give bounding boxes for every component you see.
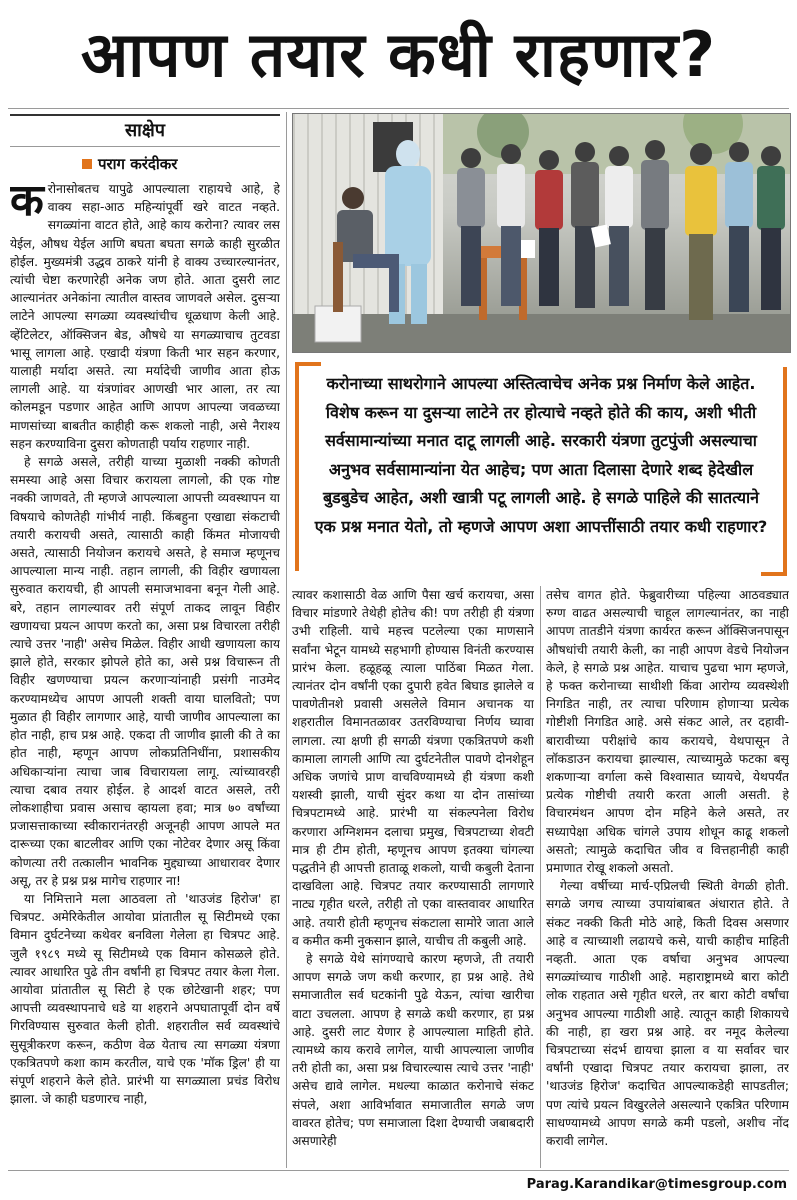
author-name: पराग करंदीकर bbox=[98, 155, 178, 173]
article-column-2 bbox=[292, 586, 534, 1170]
article-paragraph: त्यावर कशासाठी वेळ आणि पैसा खर्च करायचा, असा विचार मांडणारे तेथेही होतेच की! पण तरीही ही यंत्रणा उभी राहिली. याचे महत्त्व पटलेल्या एका माणसाने सर्वांना भेटून यामध्ये सहभागी होण्यास विनंती करण्यास प्रारंभ केला. हळूहळू त्याला पाठिंबा मिळत गेला. त्यानंतर दोन वर्षांनी एका दुपारी हवेत बिघाड झालेले व पावणेतीनशे प्रवासी असलेले विमान अचानक या शहरातील विमानतळावर उतरविण्याचा निर्णय घ्यावा लागला. त्या क्षणी ही सगळी यंत्रणा एकत्रितपणे कशी कामाला लागली आणि त्या दुर्घटनेतील पावणे दोनशेहून अधिक जणांचे प्राण वाचविण्यामध्ये ही यंत्रणा कशी यशस्वी झाली, याची सुंदर कथा या दोन तासांच्या चित्रपटामध्ये आहे. प्रारंभी या संकल्पनेला विरोध करणारा अग्निशमन दलाचा प्रमुख, चित्रपटाच्या शेवटी मात्र ही टीम होती, म्हणूनच आपण इतक्या चांगल्या पद्धतीने ही आपत्ती हाताळू शकलो, याची कबुली देताना दाखविला आहे. चित्रपट तयार करण्यासाठी लागणारे नाट्य गृहीत धरले, तरीही तो एका वास्तवावर आधारित आहे. तयारी होती म्हणूनच संकटाला सामोरे जाता आले व कमीत कमी नुकसान झाले, याचीच ती कबुली आहे. bbox=[292, 588, 534, 948]
column-divider bbox=[540, 586, 541, 1168]
article-column-1 bbox=[10, 180, 280, 1170]
dropcap: क bbox=[10, 180, 44, 226]
top-rule bbox=[8, 108, 789, 109]
article-paragraph: गेल्या वर्षीच्या मार्च-एप्रिलची स्थिती वेगळी होती. सगळे जगच त्याच्या उपायांबाबत अंधारात होते. ते संकट नक्की किती मोठे आहे, किती दिवस असणार आहे व त्याच्याशी लढायचे कसे, याची काहीच माहिती नव्हती. आता एक वर्षाचा अनुभव आपल्या सगळ्यांच्याच गाठीशी आहे. महाराष्ट्रामध्ये बारा कोटी लोक राहतात असे गृहीत धरले, तर बारा कोटी वर्षांचा अनुभव आपल्या गाठीशी आहे. त्यातून काही शिकायचे की नाही, हा खरा प्रश्न आहे. वर नमूद केलेल्या चित्रपटाच्या संदर्भ द्यायचा झाला व या सर्वावर चार वर्षांनी एखादा चित्रपट तयार करायचा झाला, तर 'थाउजंड हिरोज' कदाचित आपल्याकडेही सापडतील; पण त्यांचे प्रयत्न विखुरलेले असल्याने एकत्रित परिणाम साधण्यामध्ये आपण सगळे कमी पडलो, अशीच नोंद करावी लागेल. bbox=[546, 879, 789, 1149]
bottom-rule bbox=[8, 1170, 789, 1171]
article-paragraph: या निमित्ताने मला आठवला तो 'थाउजंड हिरोज' हा चित्रपट. अमेरिकेतील आयोवा प्रांतातील सू सिटीमध्ये एका विमान दुर्घटनेच्या कथेवर बनविला गेलेला हा चित्रपट आहे. जुलै १९८९ मध्ये सू सिटीमध्ये एक विमान कोसळले होते. त्यावर आधारित पुढे तीन वर्षांनी हा चित्रपट तयार केला गेला. आयोवा प्रांतातील सू सिटी हे एक छोटेखानी शहर; पण आपत्ती व्यवस्थापनाचे धडे या शहराने अपघातापूर्वी दोन वर्षे गिरविण्यास सुरुवात केली होती. शहरातील सर्व व्यवस्थांचे सुसूत्रीकरण करून, कठीण वेळ येताच त्या सगळ्या यंत्रणा एकत्रितपणे कशा काम करतील, याचे एक 'मॉक ड्रिल' ही या संपूर्ण शहराने केले होते. प्रारंभी या सगळ्याला प्रचंड विरोध झाला. जे काही घडणारच नाही, bbox=[10, 891, 280, 1107]
article-column-3 bbox=[546, 586, 789, 1170]
article-paragraph bbox=[10, 180, 280, 453]
pull-quote bbox=[295, 362, 787, 576]
article-paragraph: हे सगळे असले, तरीही याच्या मुळाशी नक्की कोणती समस्या आहे असा विचार करायला लागलो, की एक गोष्ट नक्की जाणवते, ती म्हणजे आपल्याला आपत्ती व्यवस्थापन या विषयाचे कोणतेही गांभीर्य नाही. किंबहुना एखाद्या संकटाची तयारी करायची असते, त्यासाठी काही किंमत मोजायची असते, त्यासाठी नियोजन करायचे असते, हे समाज म्हणूनच आपल्याला मान्य नाही. तहान लागली, की विहीर खणायला सुरुवात करायची, ही आपली समाजभावना बनून गेली आहे. बरे, तहान लागल्यावर तरी संपूर्ण ताकद लावून विहीर खणायचा प्रयत्न आपण करतो का, असा प्रश्न विचारला तरीही त्याचे उत्तर 'नाही' असेच मिळेल. विहीर आधी खणायला काय झाले होते, सरकार झोपले होते का, असे प्रश्न विचारून ती विहीर खणण्याचा प्रयत्न करणाऱ्यांनाही प्रसंगी नाउमेद करण्यामध्येच आपण आपली शक्ती वाया घालवितो; पण मुळात ही विहीर लागणार आहे, याची जाणीव आपल्याला का होत नाही, हाच प्रश्न आहे. एकदा ती जाणीव झाली की ते का होत नाही, म्हणून आपण लोकप्रतिनिधींना, प्रशासकीय अधिकाऱ्यांना त्याचा जाब विचारायला लागू. त्यांच्यावरही त्याचा दबाव तयार होईल. हे आदर्श वाटत असले, तरी लोकशाहीचा प्रवास असाच व्हायला हवा; मात्र ७० वर्षांच्या प्रजासत्ताकाच्या स्वीकारानंतरही अजूनही आपण आपले मत दारूच्या एका बाटलीवर आणि एका नोटेवर देणार असू किंवा कोणत्या तरी तत्कालीन भावनिक मुद्द्याच्या आधारावर देणार असू, तर हे प्रश्न प्रश्न मागेच राहणार ना! bbox=[10, 455, 280, 888]
article-paragraph: तसेच वागत होते. फेब्रुवारीच्या पहिल्या आठवड्यात रुग्ण वाढत असल्याची चाहूल लागल्यानंतर, का नाही आपण तातडीने यंत्रणा कार्यरत करून ऑक्सिजनपासून औषधांची तयारी केली, का नाही आपण वेडचे नियोजन केले, हे सगळे प्रश्न आहेत. याचाच पुढचा भाग म्हणजे, हे फक्त करोनाच्या साथीशी किंवा आरोग्य व्यवस्थेशी निगडित नाही, तर त्याचा परिणाम होणाऱ्या प्रत्येक गोष्टीशी निगडित आहे. असे संकट आले, तर दहावी-बारावीच्या परीक्षांचे काय करायचे, येथपासून ते लॉकडाउन करायचा झाल्यास, त्याच्यामुळे फटका बसू शकणाऱ्या वर्गाला कसे विश्वासात घ्यायचे, येथपर्यंत प्रत्येक गोष्टीची तयारी करता आली असती. हे विचारमंथन आपण दोन महिने केले असते, तर सध्यापेक्षा अधिक चांगले उपाय शोधून काढू शकलो असतो; त्यामुळे कदाचित जीव व वित्तहानीही काही प्रमाणात रोखू शकलो असतो. bbox=[546, 588, 789, 876]
byline-square-icon bbox=[82, 159, 92, 169]
byline bbox=[82, 154, 177, 174]
paragraph-text: रोनासोबतच यापुढे आपल्याला राहायचे आहे, हे वाक्य सहा-आठ महिन्यांपूर्वी खरे वाटत नव्हते. सगळ्यांना वाटत होते, आहे काय करोना? त्यावर लस येईल, औषध येईल आणि बघता बघता सगळे काही सुरळीत होईल. मुख्यमंत्री उद्धव ठाकरे यांनी हे वाक्य उच्चारल्यानंतर, त्यांची चेष्टा करणारेही अनेक जण होते. आता दुसरी लाट आल्यानंतर अनेकांना त्यातील वास्तव जाणवले असेल. दुसऱ्या लाटेने आपल्या सगळ्या व्यवस्थांचीच धूळधाण केली आहे. व्हेंटिलेटर, ऑक्सिजन बेड, औषधे या सगळ्याचाच तुटवडा भासू लागला आहे. एखादी यंत्रणा किती भार सहन करणार, यालाही मर्यादा असते. त्या मर्यादेची जाणीव आता होऊ लागली आहे. या यंत्रणांवर आणखी भार आला, तर त्या कोलमडून पडणार आहेत आणि आपण आपल्या जवळच्या माणसांच्या बाबतीत काहीही करू शकलो नाही, असे नैराश्य सहन करण्याविना दुसरा कोणताही पर्याय राहणार नाही. bbox=[10, 182, 280, 451]
column-divider bbox=[286, 112, 287, 1168]
headline: आपण तयार कधी राहणार? bbox=[80, 18, 717, 91]
column-title: साक्षेप bbox=[10, 114, 280, 147]
news-photo bbox=[292, 113, 791, 353]
photo-illustration bbox=[293, 114, 790, 352]
author-email[interactable]: Parag.Karandikar@timesgroup.com bbox=[526, 1177, 787, 1192]
pull-quote-text: करोनाच्या साथरोगाने आपल्या अस्तित्वाचेच अनेक प्रश्न निर्माण केले आहेत. विशेष करून या दुसऱ्या लाटेने तर होत्याचे नव्हते होते की काय, अशी भीती सर्वसामान्यांच्या मनात दाटू लागली आहे. सरकारी यंत्रणा तुटपुंजी असल्याचा अनुभव सर्वसामान्यांना येत आहेच; पण आता दिलासा देणारे शब्द हेदेखील बुडबुडेच आहेत, अशी खात्री पटू लागली आहे. हे सगळे पाहिले की सातत्याने एक प्रश्न मनात येतो, तो म्हणजे आपण अशा आपत्तींसाठी तयार कधी राहणार? bbox=[314, 374, 768, 536]
article-paragraph: हे सगळे येथे सांगण्याचे कारण म्हणजे, ती तयारी आपण सगळे जण कधी करणार, हा प्रश्न आहे. तेथे समाजातील सर्व घटकांनी पुढे येऊन, त्यांचा खारीचा वाटा उचलला. आपण हे सगळे कधी करणार, हा प्रश्न आहे. दुसरी लाट येणार हे आपल्याला माहिती होते. त्यामध्ये काय करावे लागेल, याची आपल्याला जाणीव तरी होती का, असा प्रश्न विचारल्यास त्याचे उत्तर 'नाही' असेच द्यावे लागेल. मधल्या काळात करोनाचे संकट संपले, अशा आविर्भावात समाजातील सगळे जण वावरत होतेच; पण समाजाला दिशा देण्याची जबाबदारी असणारेही bbox=[292, 952, 534, 1149]
